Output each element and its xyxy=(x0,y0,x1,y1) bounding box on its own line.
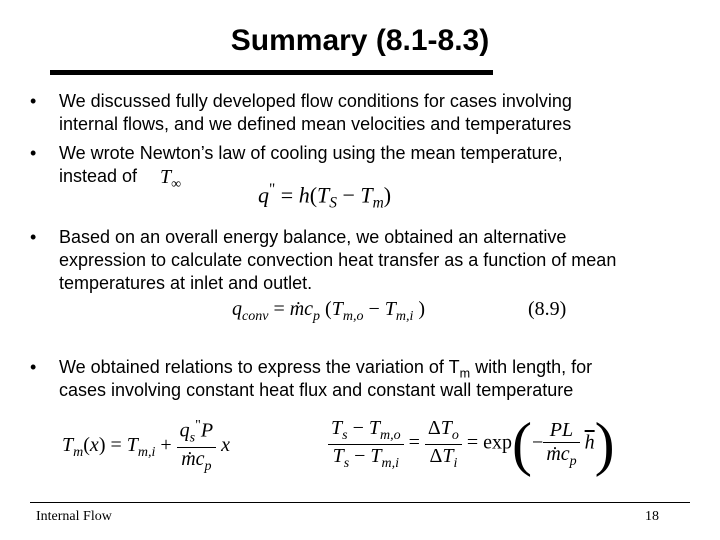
bullet-4-line-2: cases involving constant heat flux and constant wall temperature xyxy=(59,380,574,400)
title-underline xyxy=(50,70,493,75)
t-infinity-symbol: $T_\infty$ xyxy=(160,166,182,192)
constant-wall-temperature-equation: $\frac{T_s - T_{m,o}}{T_s - T_{m,i}}$ = $\frac{\Delta T_o}{\Delta T_i}$ = exp(− $\frac{PL}{ṁc_p}$ $\overline{h}$) xyxy=(328,414,615,474)
bullet-mark: • xyxy=(30,357,37,377)
bullet-3-line-3: temperatures at inlet and outlet. xyxy=(59,273,313,293)
equation-number: (8.9) xyxy=(528,298,567,320)
bullet-mark: • xyxy=(30,91,37,111)
slide-title: Summary (8.1-8.3) xyxy=(230,24,490,57)
bullet-2-line-1: We wrote Newton’s law of cooling using the mean temperature, xyxy=(59,143,563,163)
newton-cooling-equation: $q^" = h(T_S - T_m)$ xyxy=(258,181,392,212)
bullet-1-line-2: internal flows, and we defined mean velocities and temperatures xyxy=(59,114,572,134)
energy-balance-equation: $q_{conv}$ = ṁc$_p$ ($T_{m,o} - T_{m,i}$ ) xyxy=(232,298,426,324)
bullet-1-line-1: We discussed fully developed flow conditions for cases involving xyxy=(59,91,572,111)
bullet-2-line-2: instead of xyxy=(59,166,138,186)
bullet-mark: • xyxy=(30,227,37,247)
bullet-3-line-2: expression to calculate convection heat transfer as a function of mean xyxy=(59,250,617,270)
footer-label: Internal Flow xyxy=(36,509,112,524)
slide-number: 18 xyxy=(645,509,659,524)
bullet-mark: • xyxy=(30,143,37,163)
bullet-4-line-1: We obtained relations to express the variation of $T_m$ with length, for xyxy=(59,357,593,381)
bullet-3-line-1: Based on an overall energy balance, we obtained an alternative xyxy=(59,227,567,247)
constant-heat-flux-equation: $T_m(x) = T_{m,i}$ + $\frac{q_s^"P}{ṁc_p}$ x xyxy=(62,418,230,474)
footer-divider xyxy=(30,502,690,503)
